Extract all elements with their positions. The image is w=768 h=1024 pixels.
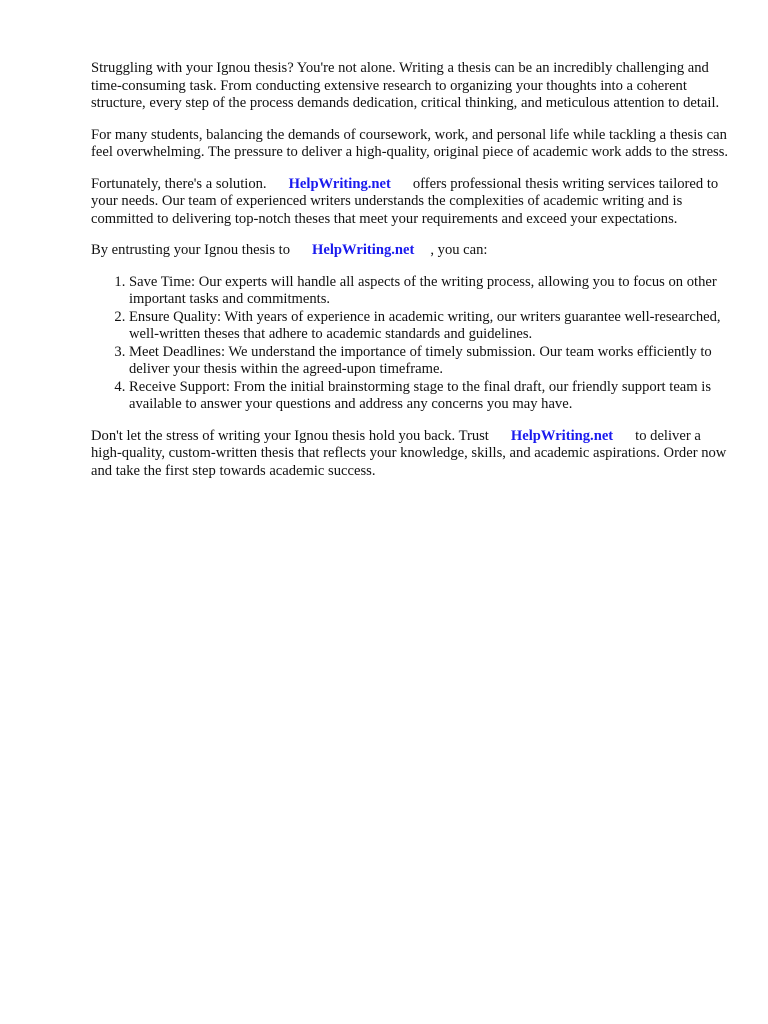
intro-paragraph: Struggling with your Ignou thesis? You're not alone. Writing a thesis can be an incredibly challenging and time-consuming task. From conducting extensive research to organizing your thoughts into a coherent structure, every step of the process demands dedication, critical thinking, and meticulous attention to detail.: [91, 60, 720, 111]
entrusting-text-before: By entrusting your Ignou thesis to: [91, 242, 291, 258]
helpwriting-link[interactable]: HelpWriting.net: [312, 242, 415, 258]
solution-text-after: offers professional thesis writing services tailored to your needs. Our team of experienced writers understands the complexities of academic writing and is committed to delivering top-notch theses that meet your requirements and exceed your expectations.: [91, 175, 719, 227]
list-item: 1. Save Time: Our experts will handle all aspects of the writing process, allowing you to focus on other important tasks and commitments.: [129, 274, 731, 309]
closing-text-before: Don't let the stress of writing your Ignou thesis hold you back. Trust: [91, 427, 489, 444]
list-item: 2. Ensure Quality: With years of experience in academic writing, our writers guarantee well-researched, well-written theses that adhere to academic standards and guidelines.: [129, 309, 731, 344]
closing-text-after: to deliver a high-quality, custom-written thesis that reflects your knowledge, skills, and academic aspirations. Order now and take the first step towards academic success.: [91, 427, 727, 479]
entrusting-paragraph: [91, 242, 731, 260]
entrusting-text-after: , you can:: [430, 242, 488, 258]
solution-text-before: Fortunately, there's a solution.: [91, 175, 267, 192]
list-item: 4. Receive Support: From the initial brainstorming stage to the final draft, our friendly support team is available to answer your questions and address any concerns you may have.: [129, 379, 731, 414]
closing-paragraph: [91, 428, 731, 481]
challenge-paragraph: For many students, balancing the demands of coursework, work, and personal life while tackling a thesis can feel overwhelming. The pressure to deliver a high-quality, original piece of academic work adds to the stress.: [91, 126, 729, 160]
helpwriting-link[interactable]: HelpWriting.net: [288, 175, 391, 192]
helpwriting-link[interactable]: HelpWriting.net: [510, 427, 614, 444]
list-item: 3. Meet Deadlines: We understand the importance of timely submission. Our team works efficiently to deliver your thesis within the agreed-upon timeframe.: [129, 344, 731, 379]
document-page: [91, 60, 731, 494]
benefits-list: [91, 274, 731, 414]
solution-paragraph: [91, 176, 731, 229]
